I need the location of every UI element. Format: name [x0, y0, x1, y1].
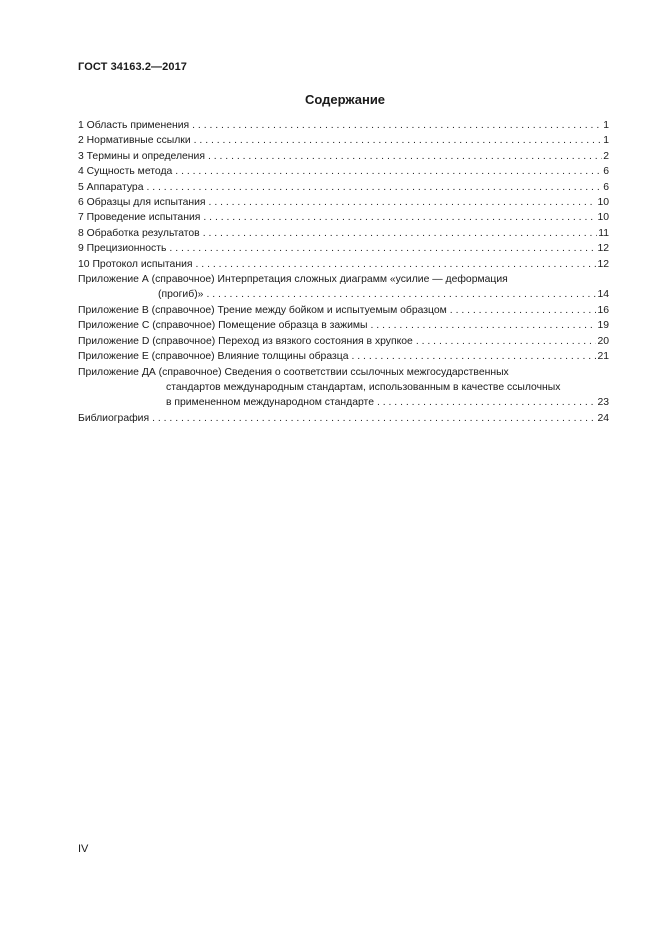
toc-entry-page: 6 — [603, 166, 609, 178]
toc-entry-annex-a[interactable] — [78, 272, 609, 303]
toc-entry-annex-d[interactable] — [78, 334, 609, 349]
toc-entry-page: 10 — [597, 197, 609, 209]
toc-entry-10[interactable] — [78, 257, 609, 272]
toc-entry-page: 11 — [598, 227, 609, 239]
toc-entry-page: 12 — [597, 243, 609, 255]
toc-entry-label: 1 Область применения — [78, 120, 190, 131]
toc-entry-label: 4 Сущность метода — [78, 166, 173, 178]
toc-entry-page: 12 — [597, 258, 609, 270]
toc-entry-page: 20 — [597, 335, 609, 347]
dot-leader — [209, 195, 597, 210]
dot-leader — [152, 411, 596, 426]
toc-entry-page: 2 — [603, 150, 609, 162]
toc-entry-1[interactable] — [78, 118, 609, 133]
dot-leader — [416, 334, 597, 349]
toc-entry-label: 5 Аппаратура — [78, 181, 144, 193]
toc-entry-label: Приложение В (справочное) Трение между бойком и испытуемым образцом — [78, 304, 447, 316]
toc-entry-page: 14 — [597, 289, 609, 301]
toc-entry-label: 10 Протокол испытания — [78, 258, 193, 270]
dot-leader — [196, 257, 597, 272]
toc-entry-2[interactable] — [78, 133, 609, 148]
table-of-contents — [78, 118, 609, 426]
toc-entry-label-line: стандартов международным стандартам, использованным в качестве ссылочных — [166, 381, 561, 393]
toc-entry-page: 1 — [603, 135, 609, 147]
toc-entry-page: 23 — [597, 397, 609, 409]
toc-entry-6[interactable] — [78, 195, 609, 210]
dot-leader — [175, 164, 602, 179]
toc-entry-label: 9 Прецизионность — [78, 243, 167, 255]
toc-entry-label: 3 Термины и определения — [78, 150, 205, 162]
dot-leader — [194, 133, 603, 148]
toc-entry-page: 1 — [603, 120, 609, 131]
dot-leader — [450, 303, 597, 318]
page-number: IV — [78, 843, 89, 855]
toc-entry-label: 2 Нормативные ссылки — [78, 135, 191, 147]
dot-leader — [192, 118, 602, 133]
dot-leader — [206, 287, 596, 302]
toc-entry-3[interactable] — [78, 149, 609, 164]
toc-entry-page: 21 — [597, 351, 609, 363]
toc-entry-page: 10 — [597, 212, 609, 224]
toc-entry-8[interactable] — [78, 226, 609, 241]
toc-entry-annex-e[interactable] — [78, 349, 609, 364]
dot-leader — [352, 349, 597, 364]
toc-entry-9[interactable] — [78, 241, 609, 256]
toc-entry-page: 16 — [597, 304, 609, 316]
toc-title: Содержание — [304, 92, 386, 107]
toc-entry-label: Библиография — [78, 412, 150, 424]
dot-leader — [208, 149, 602, 164]
toc-entry-label: 8 Обработка результатов — [78, 227, 200, 239]
toc-entry-page: 6 — [603, 181, 609, 193]
toc-entry-label-line: в примененном международном стандарте — [166, 397, 374, 409]
toc-entry-label: Приложение С (справочное) Помещение образца в зажимы — [78, 320, 368, 332]
toc-entry-bibliography[interactable] — [78, 411, 609, 426]
toc-entry-annex-c[interactable] — [78, 318, 609, 333]
toc-entry-annex-da[interactable] — [78, 365, 609, 411]
toc-entry-annex-b[interactable] — [78, 303, 609, 318]
toc-entry-label-line: Приложение А (справочное) Интерпретация сложных диаграмм «усилие — деформация — [78, 274, 508, 286]
dot-leader — [146, 180, 602, 195]
dot-leader — [203, 226, 598, 241]
toc-entry-label-line: (прогиб)» — [158, 289, 204, 301]
toc-entry-7[interactable] — [78, 210, 609, 225]
toc-entry-4[interactable] — [78, 164, 609, 179]
toc-entry-label: 6 Образцы для испытания — [78, 197, 206, 209]
dot-leader — [203, 210, 596, 225]
toc-entry-label: Приложение D (справочное) Переход из вязкого состояния в хрупкое — [78, 335, 413, 347]
toc-entry-label: Приложение Е (справочное) Влияние толщины образца — [78, 351, 349, 363]
dot-leader — [169, 241, 596, 256]
toc-entry-5[interactable] — [78, 180, 609, 195]
toc-entry-label: 7 Проведение испытания — [78, 212, 201, 224]
toc-entry-label-line: Приложение ДА (справочное) Сведения о соответствии ссылочных межгосударственных — [78, 366, 509, 378]
toc-entry-page: 19 — [597, 320, 609, 332]
standard-designation: ГОСТ 34163.2—2017 — [78, 61, 188, 73]
dot-leader — [377, 395, 596, 410]
dot-leader — [371, 318, 597, 333]
toc-entry-page: 24 — [597, 412, 609, 424]
